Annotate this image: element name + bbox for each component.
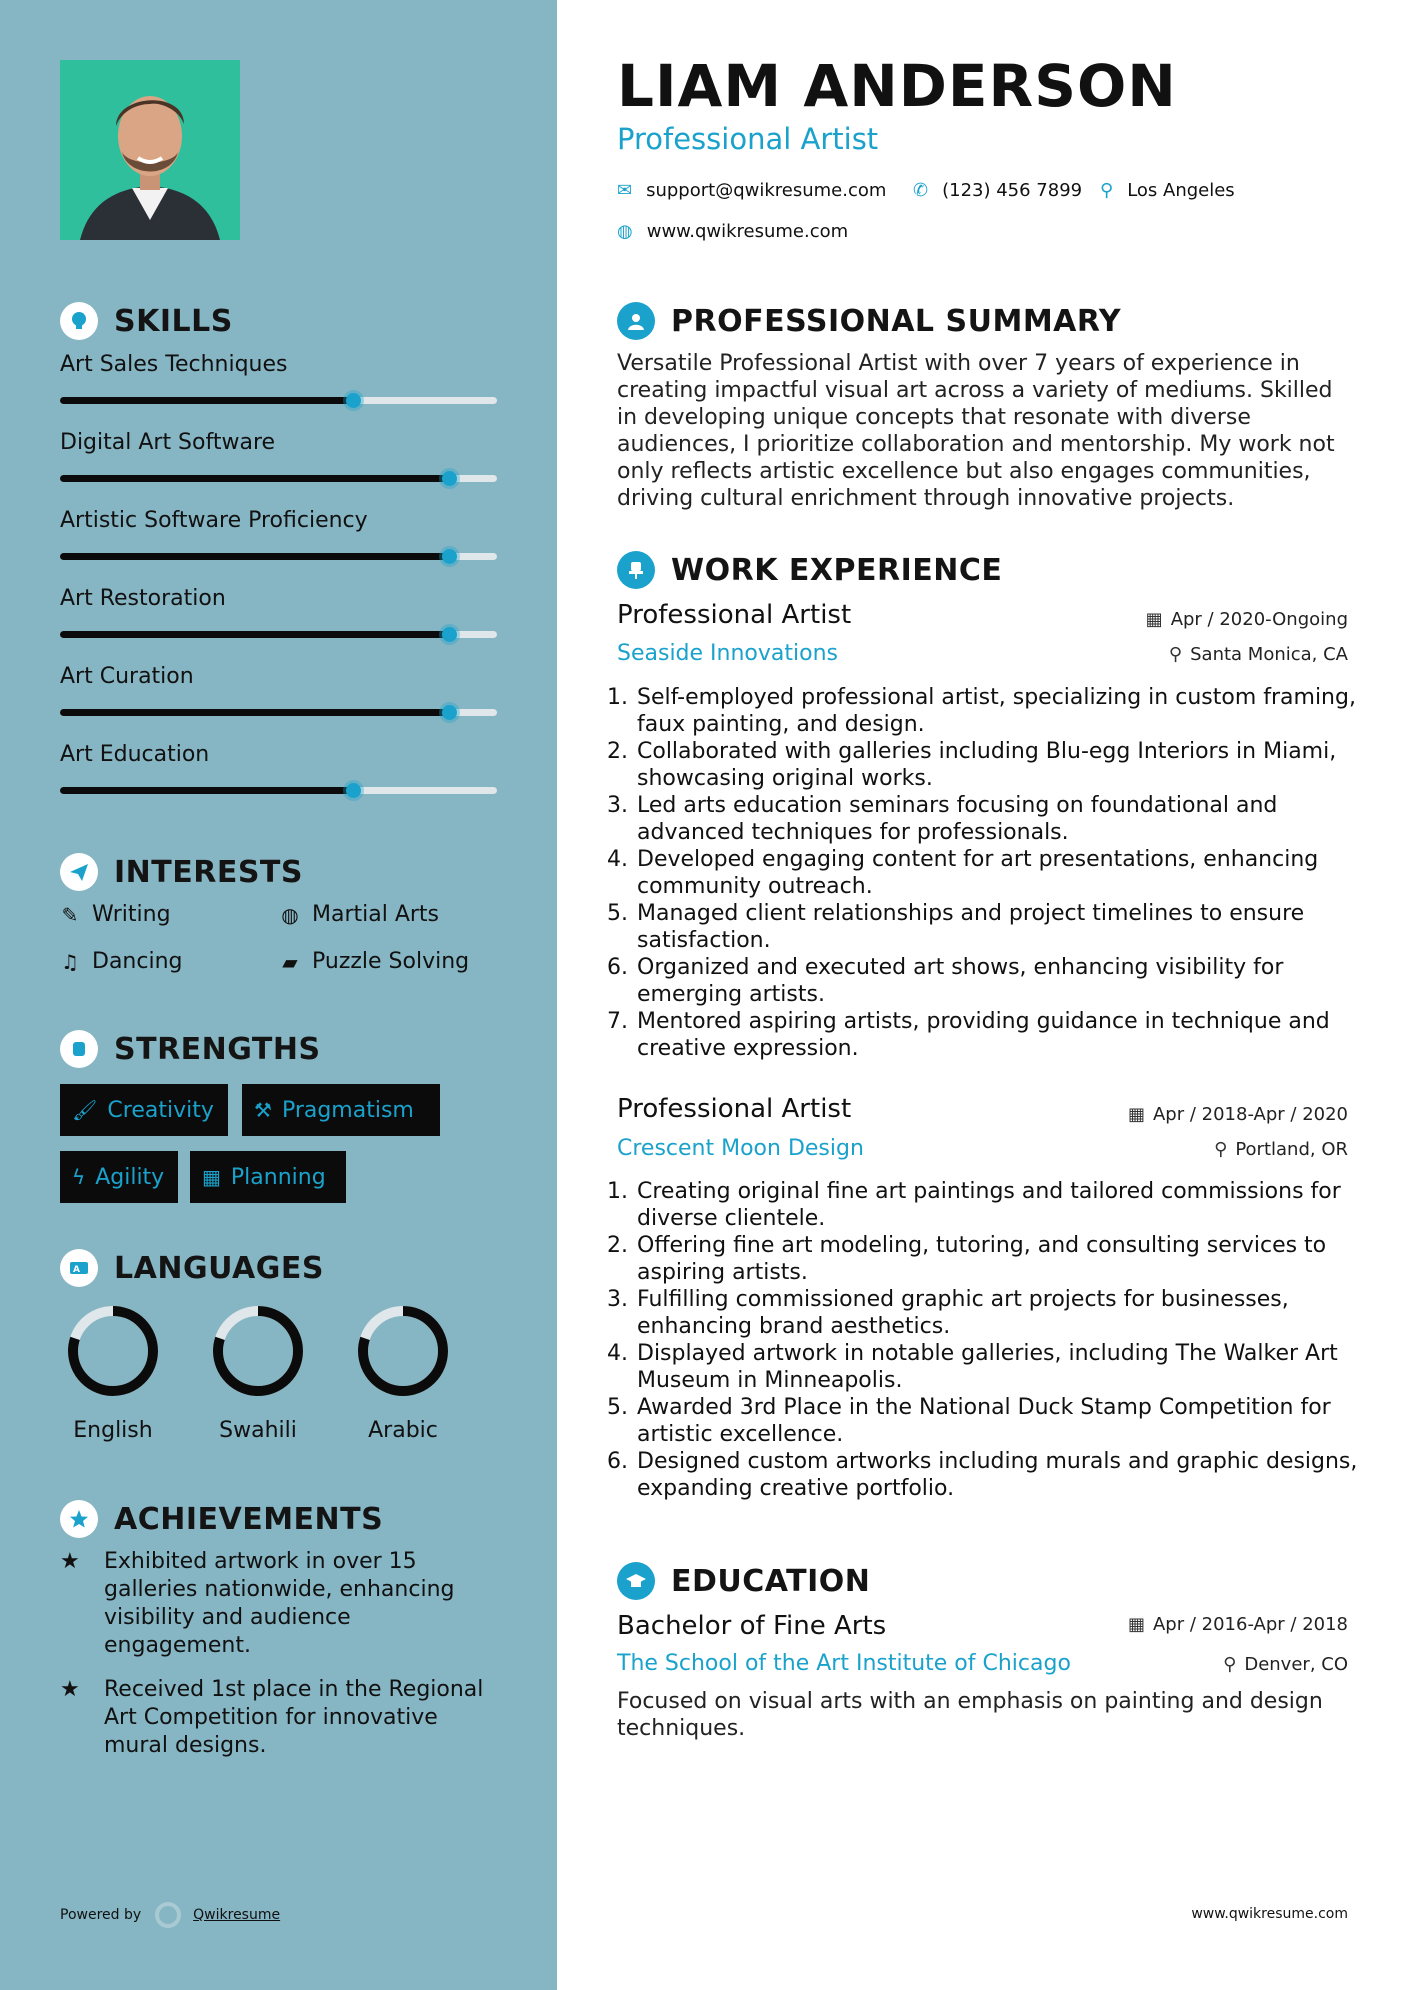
language-label: Arabic [368,1418,438,1443]
skill-label: Art Curation [60,664,194,689]
book-icon: ▰ [282,949,298,974]
job-location: ⚲ Portland, OR [1214,1139,1348,1160]
pin-icon: ⚲ [1168,644,1183,665]
list-item: 5. Managed client relationships and project timelines to ensure satisfaction. [635,900,1377,954]
school-name: The School of the Art Institute of Chicago [617,1651,1071,1676]
pencil-icon: ✎ [61,902,79,927]
star-icon: ★ [60,1549,80,1574]
job-location: ⚲ Santa Monica, CA [1168,644,1348,665]
achievement-item: ★ Received 1st place in the Regional Art Competition for innovative mural designs. [60,1677,484,1758]
interest-item: ▰ Puzzle Solving [280,949,469,974]
email-contact[interactable]: ✉ support@qwikresume.com [617,180,887,201]
skill-bar-fill [60,553,449,560]
summary-text: Versatile Professional Artist with over 7 years of experience in creating impactful visual art across a variety of mediums. Skilled in developing unique concepts that resonate with diverse audiences, I prioritize collaboration and mentorship. My work not only reflects artistic excellence but also engages communities, driving cultural enrichment through innovative projects. [617,351,1335,511]
list-item: 7. Mentored aspiring artists, providing guidance in technique and creative expression. [635,1008,1377,1062]
pin-icon: ⚲ [1223,1654,1237,1675]
strength-tag: 🖌 Creativity [60,1084,228,1136]
user-icon [617,302,655,340]
globe-icon: ◍ [617,221,633,242]
candidate-name: LIAM ANDERSON [617,52,1177,120]
language-ring [355,1303,451,1399]
list-item: 6. Designed custom artworks including murals and graphic designs, expanding creative portfolio. [635,1448,1377,1502]
education-dates: ▦ Apr / 2016-Apr / 2018 [1127,1614,1348,1635]
list-item: 5. Awarded 3rd Place in the National Duck Stamp Competition for artistic excellence. [635,1394,1377,1448]
language-label: Swahili [219,1418,297,1443]
skill-bar [60,631,497,638]
footer-url[interactable]: www.qwikresume.com [1191,1906,1348,1922]
phone-contact[interactable]: ✆ (123) 456 7899 [913,180,1083,201]
job-company: Crescent Moon Design [617,1136,864,1161]
job-dates: ▦ Apr / 2018-Apr / 2020 [1127,1104,1348,1125]
skill-label: Artistic Software Proficiency [60,508,368,533]
work-heading: WORK EXPERIENCE [617,551,1002,589]
skill-bar [60,475,497,482]
skill-label: Digital Art Software [60,430,276,455]
sidebar [0,0,557,1990]
skill-bar-fill [60,397,353,404]
skill-bar-fill [60,709,449,716]
skill-level-knob [346,393,361,408]
skill-bar-fill [60,631,449,638]
skill-bar [60,787,497,794]
job-duties [610,684,1377,1062]
education-description: Focused on visual arts with an emphasis on painting and design techniques. [617,1689,1323,1741]
skill-bar-fill [60,787,353,794]
globe-icon: ◍ [281,902,299,927]
strengths-heading: STRENGTHS [60,1030,321,1068]
skill-bar [60,397,497,404]
list-item: 3. Fulfilling commissioned graphic art projects for businesses, enhancing brand aesthetics. [635,1286,1377,1340]
language-ring [65,1303,161,1399]
candidate-role: Professional Artist [617,122,879,156]
job-title: Professional Artist [617,1094,852,1124]
language-icon [60,1249,98,1287]
language-ring [210,1303,306,1399]
list-item: 4. Developed engaging content for art presentations, enhancing community outreach. [635,846,1377,900]
education-heading: EDUCATION [617,1562,870,1600]
skill-level-knob [442,471,457,486]
calendar-icon: ▦ [1127,1104,1145,1125]
qwikresume-logo-icon [155,1902,181,1928]
skill-level-knob [442,549,457,564]
achievements-heading: ACHIEVEMENTS [60,1500,383,1538]
education-location: ⚲ Denver, CO [1223,1654,1348,1675]
list-item: 2. Collaborated with galleries including Blu-egg Interiors in Miami, showcasing original works. [635,738,1377,792]
star-icon: ★ [60,1677,80,1702]
strength-tag: ⚒ Pragmatism [242,1084,440,1136]
skill-label: Art Restoration [60,586,226,611]
brush-icon: 🖌 [72,1098,98,1122]
skill-level-knob [346,783,361,798]
degree-title: Bachelor of Fine Arts [617,1611,887,1641]
list-item: 6. Organized and executed art shows, enhancing visibility for emerging artists. [635,954,1377,1008]
interest-item: ♫ Dancing [61,949,183,974]
list-item: 3. Led arts education seminars focusing on foundational and advanced techniques for professionals. [635,792,1377,846]
skills-heading: SKILLS [60,302,233,340]
phone-icon: ✆ [913,180,929,201]
job-title: Professional Artist [617,600,852,630]
skill-label: Art Sales Techniques [60,352,288,377]
fist-icon [60,1030,98,1068]
profile-photo [60,60,240,240]
interests-heading: INTERESTS [60,853,303,891]
list-item: 4. Displayed artwork in notable galleries, including The Walker Art Museum in Minneapolis. [635,1340,1377,1394]
skill-bar [60,553,497,560]
summary-heading: PROFESSIONAL SUMMARY [617,302,1121,340]
paper-plane-icon [60,853,98,891]
calendar-icon: ▦ [1145,609,1163,630]
website-contact[interactable]: ◍ www.qwikresume.com [617,221,849,242]
envelope-icon: ✉ [617,180,633,201]
bolt-icon: ϟ [72,1165,86,1189]
gavel-icon: ⚒ [254,1098,272,1122]
brand-link[interactable]: Qwikresume [193,1907,281,1923]
skill-label: Art Education [60,742,210,767]
graduation-cap-icon [617,1562,655,1600]
list-item: 2. Offering fine art modeling, tutoring, and consulting services to aspiring artists. [635,1232,1377,1286]
interest-item: ✎ Writing [61,902,171,927]
calendar-icon: ▦ [1127,1614,1145,1635]
skill-bar-fill [60,475,449,482]
list-item: 1. Self-employed professional artist, specializing in custom framing, faux painting, and design. [635,684,1377,738]
skill-level-knob [442,627,457,642]
music-icon: ♫ [61,949,79,974]
location-contact: ⚲ Los Angeles [1100,180,1235,201]
powered-by: Powered by Qwikresume [60,1902,280,1928]
job-duties [610,1178,1377,1502]
language-label: English [73,1418,153,1443]
star-icon [60,1500,98,1538]
list-item: 1. Creating original fine art paintings and tailored commissions for diverse clientele. [635,1178,1377,1232]
skill-bar [60,709,497,716]
pin-icon: ⚲ [1214,1139,1228,1160]
job-dates: ▦ Apr / 2020-Ongoing [1145,609,1348,630]
strength-tag: ▦ Planning [190,1151,346,1203]
chair-icon [617,551,655,589]
job-company: Seaside Innovations [617,641,838,666]
map-pin-icon: ⚲ [1100,180,1114,201]
lightbulb-icon [60,302,98,340]
languages-heading: A LANGUAGES [60,1249,324,1287]
svg-text:A: A [73,1265,81,1275]
achievement-item: ★ Exhibited artwork in over 15 galleries nationwide, enhancing visibility and audience engagement. [60,1549,455,1658]
calendar-icon: ▦ [202,1165,221,1189]
strength-tag: ϟ Agility [60,1151,178,1203]
skill-level-knob [442,705,457,720]
interest-item: ◍ Martial Arts [281,902,440,927]
